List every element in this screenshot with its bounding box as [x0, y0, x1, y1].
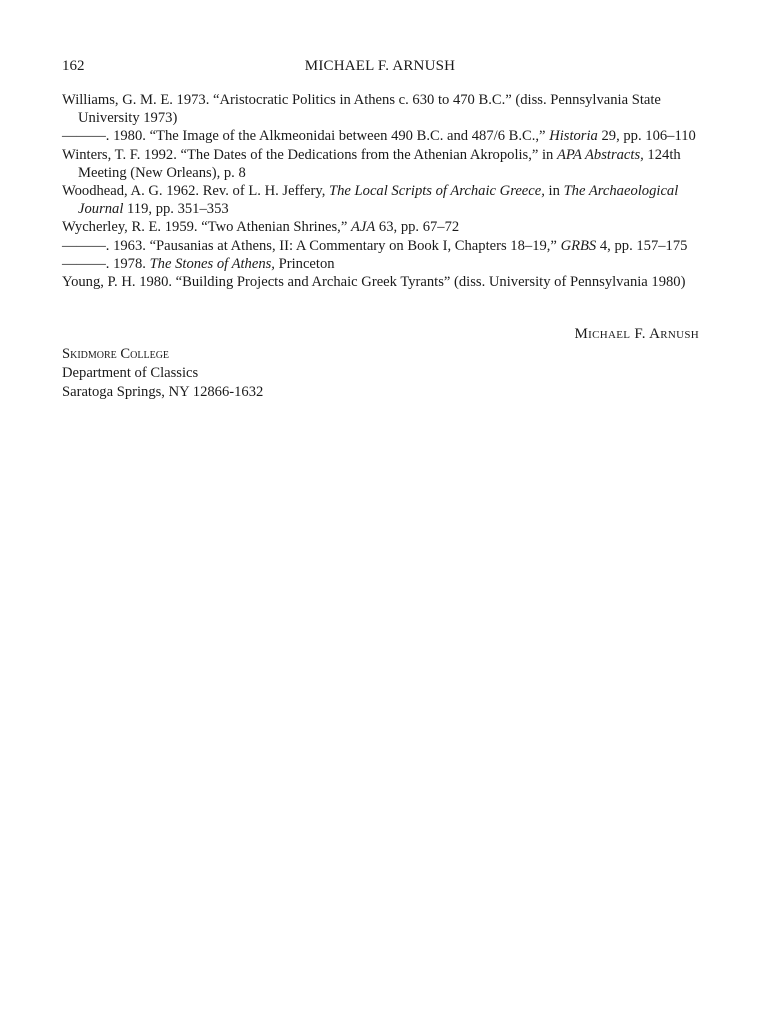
reference-entry: Wycherley, R. E. 1959. “Two Athenian Shrines,” AJA 63, pp. 67–72 [62, 219, 460, 236]
reference-list [62, 91, 702, 291]
reference-entry: ———. 1963. “Pausanias at Athens, II: A Commentary on Book I, Chapters 18–19,” GRBS 4, pp. 157–175 [62, 237, 688, 254]
postal-address: Saratoga Springs, NY 12866-1632 [62, 384, 264, 400]
reference-entry: Winters, T. F. 1992. “The Dates of the Dedications from the Athenian Akropolis,” in APA Abstracts, 124th Meeting (New Orleans), p. 8 [62, 146, 681, 181]
running-title: MICHAEL F. ARNUSH [304, 58, 456, 74]
page-number: 162 [62, 58, 85, 74]
reference-entry: ———. 1980. “The Image of the Alkmeonidai between 490 B.C. and 487/6 B.C.,” Historia 29, pp. 106–110 [62, 128, 696, 145]
running-head [62, 58, 698, 78]
reference-entry: Woodhead, A. G. 1962. Rev. of L. H. Jeffery, The Local Scripts of Archaic Greece, in The Archaeological Journal 119, pp. 351–353 [62, 183, 679, 218]
author-signature: Michael F. Arnush [574, 326, 699, 342]
reference-entry: Williams, G. M. E. 1973. “Aristocratic Politics in Athens c. 630 to 470 B.C.” (diss. Pennsylvania State University 1973) [62, 92, 661, 127]
institution-name: Skidmore College [62, 346, 170, 362]
reference-entry: Young, P. H. 1980. “Building Projects and Archaic Greek Tyrants” (diss. University of Pennsylvania 1980) [62, 274, 686, 291]
author-affiliation [62, 345, 263, 402]
department-name: Department of Classics [62, 365, 199, 381]
reference-entry: ———. 1978. The Stones of Athens, Princeton [62, 255, 335, 272]
